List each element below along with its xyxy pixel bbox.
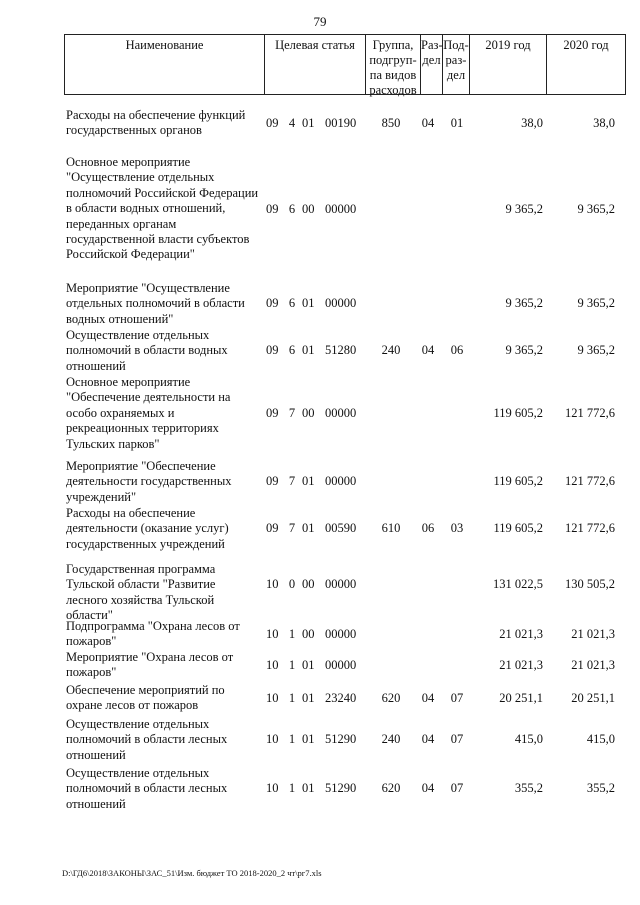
target-code-event: 01 xyxy=(302,658,315,672)
header-group: Группа, подгруп- па видов расходов xyxy=(366,35,421,94)
amount-2019: 20 251,1 xyxy=(499,691,543,705)
target-code-program: 09 xyxy=(266,116,279,130)
row-name: Основное мероприятие "Осуществление отдельных полномочий Российской Федерации в области водных отношений, переданных органам государственной власти субъектов Российской Федерации" xyxy=(66,155,259,262)
target-code-event: 01 xyxy=(302,474,315,488)
target-code-subprogram: 0 xyxy=(288,577,296,591)
amount-2019: 119 605,2 xyxy=(493,474,543,488)
amount-2020: 130 505,2 xyxy=(565,577,615,591)
target-code-event: 01 xyxy=(302,343,315,357)
amount-2019: 21 021,3 xyxy=(499,658,543,672)
target-code-subprogram: 1 xyxy=(288,732,296,746)
row-name: Мероприятие "Охрана лесов от пожаров" xyxy=(66,650,234,680)
target-code-subprogram: 7 xyxy=(288,406,296,420)
row-name: Мероприятие "Обеспечение деятельности государственных учреждений" xyxy=(66,459,232,504)
amount-2020: 9 365,2 xyxy=(577,343,615,357)
subsection-code: 07 xyxy=(450,732,464,746)
amount-2020: 121 772,6 xyxy=(565,521,615,535)
section-code: 04 xyxy=(421,343,435,357)
target-code-direction: 00590 xyxy=(325,521,357,535)
amount-2019: 38,0 xyxy=(521,116,543,130)
section-code: 04 xyxy=(421,116,435,130)
target-code-subprogram: 6 xyxy=(288,202,296,216)
target-code-program: 10 xyxy=(266,577,279,591)
amount-2020: 121 772,6 xyxy=(565,406,615,420)
amount-2020: 121 772,6 xyxy=(565,474,615,488)
target-code-subprogram: 6 xyxy=(288,296,296,310)
target-code-subprogram: 1 xyxy=(288,691,296,705)
target-code-direction: 00000 xyxy=(325,658,357,672)
target-code-program: 10 xyxy=(266,781,279,795)
target-code-direction: 51290 xyxy=(325,732,357,746)
target-code-subprogram: 1 xyxy=(288,627,296,641)
amount-2020: 20 251,1 xyxy=(571,691,615,705)
page-number: 79 xyxy=(313,14,327,29)
target-code-event: 01 xyxy=(302,296,315,310)
target-code-direction: 00190 xyxy=(325,116,357,130)
header-section: Раз- дел xyxy=(421,35,443,94)
amount-2019: 9 365,2 xyxy=(505,202,543,216)
target-code-program: 09 xyxy=(266,521,279,535)
amount-2019: 9 365,2 xyxy=(505,343,543,357)
target-code-event: 00 xyxy=(302,577,315,591)
row-name: Осуществление отдельных полномочий в области водных отношений xyxy=(66,328,228,373)
amount-2020: 415,0 xyxy=(586,732,615,746)
subsection-code: 07 xyxy=(450,781,464,795)
section-code: 04 xyxy=(421,691,435,705)
amount-2019: 119 605,2 xyxy=(493,406,543,420)
target-code-direction: 00000 xyxy=(325,406,357,420)
subsection-code: 03 xyxy=(450,521,464,535)
amount-2020: 21 021,3 xyxy=(571,658,615,672)
target-code-event: 01 xyxy=(302,781,315,795)
amount-2020: 355,2 xyxy=(586,781,615,795)
expense-group: 610 xyxy=(381,521,401,535)
expense-group: 620 xyxy=(381,781,401,795)
header-subsection: Под- раз- дел xyxy=(443,35,470,94)
target-code-direction: 51290 xyxy=(325,781,357,795)
amount-2019: 9 365,2 xyxy=(505,296,543,310)
target-code-program: 09 xyxy=(266,474,279,488)
expense-group: 850 xyxy=(381,116,401,130)
amount-2019: 415,0 xyxy=(514,732,543,746)
target-code-event: 00 xyxy=(302,627,315,641)
target-code-program: 09 xyxy=(266,343,279,357)
target-code-event: 01 xyxy=(302,691,315,705)
row-name: Государственная программа Тульской области "Развитие лесного хозяйства Тульской области" xyxy=(66,562,216,623)
file-path-footer: D:\ГД6\2018\ЗАКОНЫ\ЗАС_51\Изм. бюджет ТО 2018-2020_2 чт\рг7.xls xyxy=(62,868,322,878)
target-code-direction: 00000 xyxy=(325,474,357,488)
target-code-program: 10 xyxy=(266,627,279,641)
expense-group: 240 xyxy=(381,343,401,357)
section-code: 04 xyxy=(421,781,435,795)
target-code-event: 00 xyxy=(302,202,315,216)
target-code-direction: 00000 xyxy=(325,577,357,591)
target-code-subprogram: 6 xyxy=(288,343,296,357)
target-code-direction: 51280 xyxy=(325,343,357,357)
row-name: Осуществление отдельных полномочий в области лесных отношений xyxy=(66,717,228,762)
row-name: Обеспечение мероприятий по охране лесов от пожаров xyxy=(66,683,225,713)
target-code-direction: 00000 xyxy=(325,296,357,310)
target-code-direction: 00000 xyxy=(325,202,357,216)
amount-2019: 21 021,3 xyxy=(499,627,543,641)
amount-2019: 119 605,2 xyxy=(493,521,543,535)
target-code-program: 09 xyxy=(266,406,279,420)
target-code-program: 10 xyxy=(266,732,279,746)
target-code-direction: 00000 xyxy=(325,627,357,641)
target-code-subprogram: 4 xyxy=(288,116,296,130)
amount-2019: 131 022,5 xyxy=(493,577,543,591)
amount-2019: 355,2 xyxy=(514,781,543,795)
expense-group: 620 xyxy=(381,691,401,705)
amount-2020: 38,0 xyxy=(593,116,615,130)
amount-2020: 9 365,2 xyxy=(577,202,615,216)
target-code-event: 01 xyxy=(302,521,315,535)
header-year-2020: 2020 год xyxy=(563,38,609,52)
amount-2020: 21 021,3 xyxy=(571,627,615,641)
row-name: Осуществление отдельных полномочий в области лесных отношений xyxy=(66,766,228,811)
target-code-direction: 23240 xyxy=(325,691,357,705)
row-name: Расходы на обеспечение функций государственных органов xyxy=(66,108,246,138)
amount-2020: 9 365,2 xyxy=(577,296,615,310)
target-code-program: 10 xyxy=(266,691,279,705)
target-code-subprogram: 7 xyxy=(288,474,296,488)
row-name: Расходы на обеспечение деятельности (оказание услуг) государственных учреждений xyxy=(66,506,229,551)
subsection-code: 07 xyxy=(450,691,464,705)
target-code-event: 01 xyxy=(302,732,315,746)
target-code-program: 09 xyxy=(266,296,279,310)
target-code-subprogram: 1 xyxy=(288,781,296,795)
header-year-2019: 2019 год xyxy=(470,35,547,94)
target-code-event: 01 xyxy=(302,116,315,130)
target-code-program: 09 xyxy=(266,202,279,216)
header-name: Наименование xyxy=(65,35,265,94)
section-code: 06 xyxy=(421,521,435,535)
row-name: Подпрограмма "Охрана лесов от пожаров" xyxy=(66,619,240,649)
row-name: Основное мероприятие "Обеспечение деятельности на особо охраняемых и рекреационных территориях Тульских парков" xyxy=(66,375,231,451)
section-code: 04 xyxy=(421,732,435,746)
target-code-program: 10 xyxy=(266,658,279,672)
subsection-code: 01 xyxy=(450,116,464,130)
target-code-event: 00 xyxy=(302,406,315,420)
table-header xyxy=(64,34,626,95)
target-code-subprogram: 1 xyxy=(288,658,296,672)
target-code-subprogram: 7 xyxy=(288,521,296,535)
expense-group: 240 xyxy=(381,732,401,746)
header-target-article: Целевая статья xyxy=(265,35,366,94)
subsection-code: 06 xyxy=(450,343,464,357)
row-name: Мероприятие "Осуществление отдельных полномочий в области водных отношений" xyxy=(66,281,245,326)
